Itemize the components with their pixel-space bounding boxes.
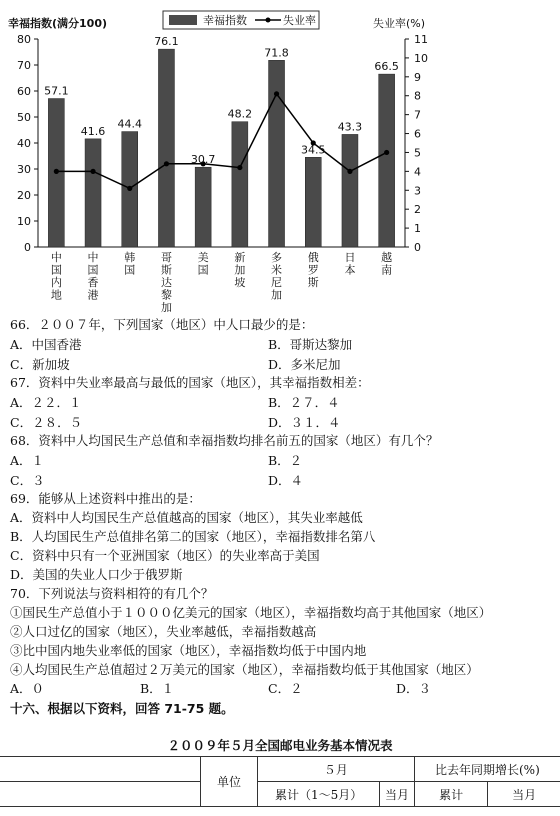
unemployment-point-新加坡	[237, 165, 242, 170]
bar-哥斯达黎加	[158, 49, 174, 247]
q66-option-a: A．中国香港	[10, 337, 82, 352]
category-label-中国内地: 内	[50, 276, 62, 289]
table-month-header: 当月	[380, 782, 415, 807]
category-label-中国内地: 国	[50, 263, 62, 277]
left-tick-label: 20	[17, 189, 31, 202]
unemployment-point-哥斯达黎加	[164, 161, 169, 166]
question-69-stem: 69．能够从上述资料中推出的是：	[10, 491, 201, 506]
legend-line-marker	[266, 18, 271, 23]
q70-statement-3: ③比中国内地失业率低的国家（地区），幸福指数均低于中国内地	[10, 643, 367, 658]
question-66-stem: 66．２００７年，下列国家（地区）中人口最少的是：	[10, 317, 314, 332]
q67-option-b: B．２７．４	[268, 395, 340, 410]
table-unit-header: 单位	[201, 757, 258, 807]
table-header-row-2	[0, 782, 560, 807]
q68-option-b: B．２	[268, 453, 303, 468]
left-tick-label: 60	[17, 85, 31, 98]
chart-area	[0, 0, 560, 315]
q66-option-d: D．多米尼加	[268, 357, 341, 372]
q69-option-a: A．资料中人均国民生产总值越高的国家（地区），其失业率越低	[10, 510, 363, 525]
table-may-header: ５月	[258, 757, 415, 782]
left-tick-label: 50	[17, 111, 31, 124]
category-label-中国香港: 国	[87, 263, 99, 277]
left-tick-label: 10	[17, 215, 31, 228]
right-tick-label: 4	[414, 165, 421, 179]
category-label-中国香港: 中	[87, 251, 99, 264]
legend-label-bar: 幸福指数	[203, 14, 247, 27]
table-growth-month-header: 当月	[488, 782, 560, 807]
category-label-日本: 日	[344, 251, 356, 264]
happiness-unemployment-chart	[0, 0, 560, 315]
left-tick-label: 30	[17, 163, 31, 176]
category-label-哥斯达黎加: 黎	[160, 288, 172, 302]
table-cumulative-header: 累计（1～5月）	[258, 782, 380, 807]
q69-option-d: D．美国的失业人口少于俄罗斯	[10, 567, 183, 582]
category-label-中国内地: 中	[50, 251, 62, 264]
table-blank-subheader	[0, 782, 201, 807]
q70-option-a: A．０	[10, 681, 45, 696]
question-70-stem: 70．下列说法与资料相符的有几个？	[10, 586, 214, 601]
left-tick-label: 0	[24, 241, 31, 254]
left-tick-label: 70	[17, 59, 31, 72]
bar-多米尼加	[269, 60, 285, 247]
category-label-俄罗斯: 俄	[307, 251, 319, 264]
q66-option-c: C．新加坡	[10, 357, 70, 372]
data-label-新加坡: 48.2	[227, 107, 253, 121]
legend-label-line: 失业率	[283, 14, 316, 27]
question-68-stem: 68．资料中人均国民生产总值和幸福指数均排名前五的国家（地区）有几个？	[10, 433, 439, 448]
question-67-stem: 67．资料中失业率最高与最低的国家（地区），其幸福指数相差：	[10, 375, 370, 390]
right-tick-label: 8	[414, 89, 421, 103]
category-label-美国: 国	[197, 263, 209, 277]
postal-stats-table	[0, 756, 560, 807]
left-axis-title: 幸福指数(满分100)	[8, 17, 108, 30]
bar-新加坡	[232, 122, 248, 247]
category-label-中国香港: 香	[87, 276, 99, 289]
category-label-新加坡: 新	[234, 251, 246, 264]
bar-中国香港	[85, 139, 101, 247]
unemployment-line	[56, 94, 386, 189]
q70-option-c: C．２	[268, 681, 303, 696]
category-label-哥斯达黎加: 斯	[160, 263, 172, 277]
category-label-多米尼加: 尼	[271, 276, 283, 289]
data-label-日本: 43.3	[337, 120, 363, 134]
category-label-哥斯达黎加: 加	[160, 301, 172, 314]
unemployment-point-中国内地	[54, 169, 59, 174]
right-tick-label: 7	[414, 108, 421, 122]
left-tick-label: 80	[17, 33, 31, 46]
category-label-多米尼加: 加	[271, 288, 283, 302]
bar-日本	[342, 134, 358, 247]
q67-option-a: A．２２．１	[10, 395, 82, 410]
category-label-中国香港: 港	[87, 288, 99, 302]
category-label-美国: 美	[197, 251, 209, 264]
unemployment-point-越南	[384, 150, 389, 155]
data-label-俄罗斯: 34.5	[301, 143, 326, 157]
left-tick-label: 40	[17, 137, 31, 150]
right-tick-label: 3	[414, 184, 421, 198]
category-label-韩国: 国	[124, 263, 136, 277]
category-label-哥斯达黎加: 达	[160, 276, 172, 289]
right-tick-label: 1	[414, 222, 421, 236]
bar-越南	[379, 74, 395, 247]
category-label-日本: 本	[344, 263, 356, 277]
category-label-新加坡: 坡	[234, 276, 246, 289]
right-tick-label: 2	[414, 203, 421, 217]
category-label-韩国: 韩	[124, 251, 136, 264]
unemployment-point-日本	[347, 169, 352, 174]
category-label-俄罗斯: 斯	[307, 276, 319, 289]
right-axis-title: 失业率(%)	[373, 17, 426, 30]
category-label-新加坡: 加	[234, 263, 246, 277]
table-title: ２００９年５月全国邮电业务基本情况表	[167, 738, 393, 753]
table-growth-header: 比去年同期增长(%)	[414, 757, 560, 782]
section-heading: 十六、根据以下资料，回答 71-75 题。	[10, 701, 234, 716]
right-tick-label: 10	[414, 51, 428, 65]
right-tick-label: 9	[414, 70, 421, 84]
right-tick-label: 6	[414, 127, 421, 141]
category-label-俄罗斯: 罗	[307, 263, 319, 277]
q70-statement-2: ②人口过亿的国家（地区），失业率越低，幸福指数越高	[10, 624, 317, 639]
table-growth-cumulative-header: 累计	[414, 782, 488, 807]
category-label-多米尼加: 多	[271, 251, 283, 264]
unemployment-point-多米尼加	[274, 91, 279, 96]
data-label-中国内地: 57.1	[44, 84, 69, 98]
data-label-美国: 30.7	[190, 153, 216, 167]
data-label-韩国: 44.4	[117, 117, 142, 131]
unemployment-point-韩国	[127, 186, 132, 191]
q70-option-b: B．１	[140, 681, 175, 696]
legend-bar-swatch	[169, 15, 197, 25]
q70-option-d: D．３	[396, 681, 432, 696]
data-label-中国香港: 41.6	[80, 124, 106, 138]
q68-option-d: D．４	[268, 473, 304, 488]
data-label-多米尼加: 71.8	[264, 46, 289, 60]
right-tick-label: 5	[414, 146, 421, 160]
q69-option-b: B．人均国民生产总值排名第二的国家（地区），幸福指数排名第八	[10, 529, 376, 544]
table-header-row-1	[0, 757, 560, 782]
table-blank-header	[0, 757, 201, 782]
data-label-哥斯达黎加: 76.1	[154, 35, 179, 49]
right-tick-label: 11	[414, 33, 428, 46]
q67-option-c: C．２８．５	[10, 415, 83, 430]
q67-option-d: D．３１．４	[268, 415, 341, 430]
q66-option-b: B．哥斯达黎加	[268, 337, 353, 352]
category-label-哥斯达黎加: 哥	[160, 251, 172, 264]
q68-option-c: C．３	[10, 473, 45, 488]
right-tick-label: 0	[414, 241, 421, 254]
unemployment-point-中国香港	[90, 169, 95, 174]
q68-option-a: A．１	[10, 453, 45, 468]
q70-statement-1: ①国民生产总值小于１０００亿美元的国家（地区），幸福指数均高于其他国家（地区）	[10, 605, 492, 620]
q69-option-c: C．资料中只有一个亚洲国家（地区）的失业率高于美国	[10, 548, 320, 563]
bar-美国	[195, 167, 211, 247]
category-label-多米尼加: 米	[271, 263, 283, 277]
category-label-越南: 南	[381, 263, 393, 277]
category-label-中国内地: 地	[50, 288, 62, 302]
category-label-越南: 越	[381, 251, 393, 264]
bar-俄罗斯	[305, 157, 321, 247]
data-label-越南: 66.5	[374, 60, 399, 74]
q70-statement-4: ④人均国民生产总值超过２万美元的国家（地区），幸福指数均低于其他国家（地区）	[10, 662, 479, 677]
